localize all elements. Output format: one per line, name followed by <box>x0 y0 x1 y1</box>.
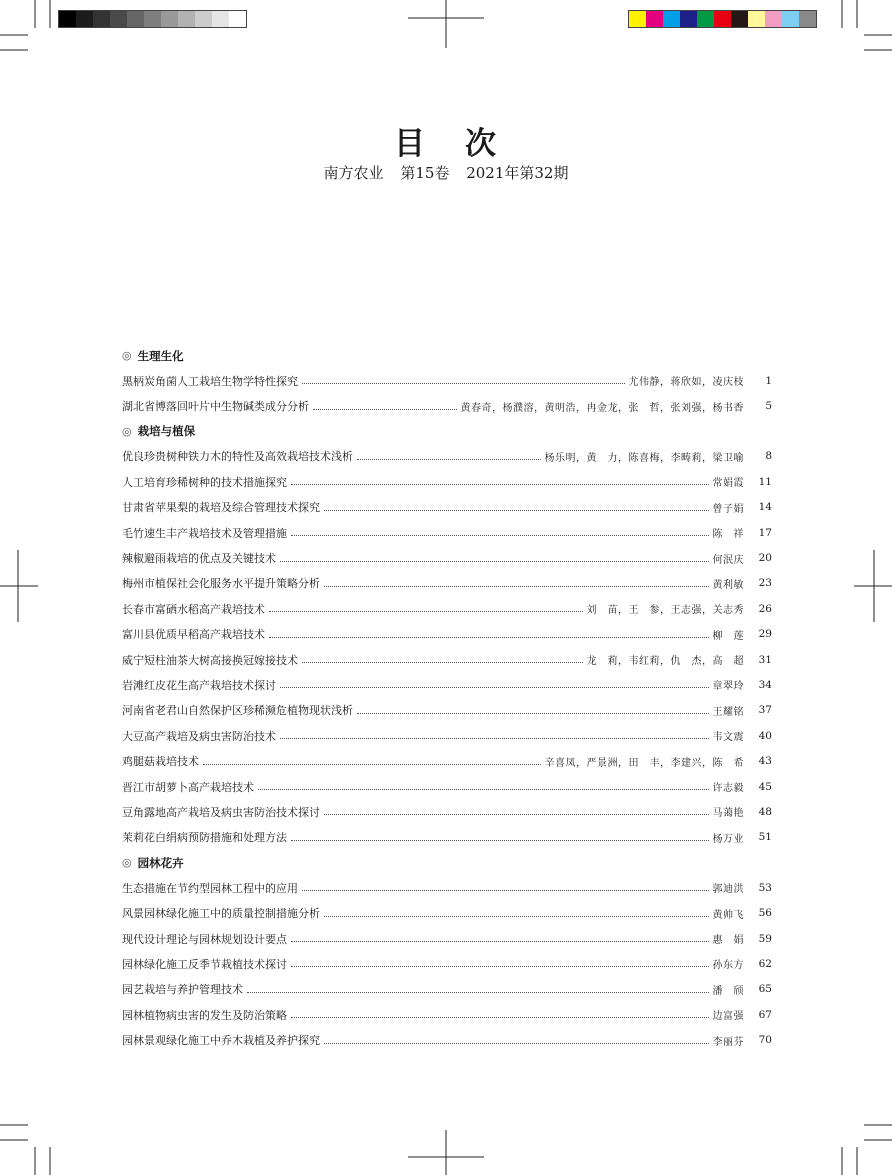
volume-number: 第15卷 <box>400 164 450 182</box>
color-swatch <box>697 11 714 27</box>
page-number: 56 <box>758 907 772 920</box>
toc-entry[interactable] <box>122 444 772 469</box>
toc-entry[interactable] <box>122 951 772 976</box>
article-title[interactable]: 生态措施在节约型园林工程中的应用 <box>122 881 298 895</box>
toc-entry[interactable] <box>122 900 772 925</box>
article-authors: 郭迪洪 <box>712 884 744 896</box>
article-title[interactable]: 晋江市胡萝卜高产栽培技术 <box>122 780 254 794</box>
dot-leader <box>247 992 709 993</box>
color-calibration-bar <box>628 10 817 28</box>
section-bullet-icon: ◎ <box>122 424 132 438</box>
dot-leader <box>291 484 709 485</box>
color-swatch <box>799 11 816 27</box>
toc-entry[interactable] <box>122 495 772 520</box>
page-number: 26 <box>758 602 772 615</box>
page-number: 53 <box>758 881 772 894</box>
article-title[interactable]: 富川县优质早稻高产栽培技术 <box>122 628 265 642</box>
page-number: 1 <box>765 374 772 387</box>
dot-leader <box>269 611 583 612</box>
page-number: 48 <box>758 805 772 818</box>
dot-leader <box>291 966 709 967</box>
gray-swatch <box>93 11 110 27</box>
page-title <box>0 118 892 163</box>
toc-entry[interactable] <box>122 622 772 647</box>
article-authors: 刘 苗，王 参，王志强，关志秀 <box>586 605 744 617</box>
article-title[interactable]: 毛竹速生丰产栽培技术及管理措施 <box>122 526 287 540</box>
article-authors: 王耀铭 <box>712 706 744 718</box>
article-title[interactable]: 现代设计理论与园林规划设计要点 <box>122 932 287 946</box>
page-number: 43 <box>758 755 772 768</box>
toc-entry[interactable] <box>122 520 772 545</box>
article-authors: 潘 颀 <box>712 985 744 997</box>
dot-leader <box>291 535 709 536</box>
article-authors: 何泯庆 <box>712 554 744 566</box>
article-authors: 龙 莉，韦红莉，仇 杰，高 超 <box>586 656 744 668</box>
toc-entry[interactable] <box>122 926 772 951</box>
page-number: 37 <box>758 704 772 717</box>
title-char-2: 次 <box>465 126 498 162</box>
article-authors: 陈 祥 <box>712 529 744 541</box>
gray-swatch <box>144 11 161 27</box>
article-title[interactable]: 威宁短柱油茶大树高接换冠嫁接技术 <box>122 653 298 667</box>
color-swatch <box>731 11 748 27</box>
article-authors: 惠 娟 <box>712 935 744 946</box>
section-heading <box>122 343 772 368</box>
page-number: 17 <box>758 526 772 539</box>
article-title[interactable]: 湖北省博落回叶片中生物碱类成分分析 <box>122 400 309 414</box>
article-authors: 杨万业 <box>712 833 744 845</box>
toc-entry[interactable] <box>122 672 772 697</box>
article-title[interactable]: 鸡腿菇栽培技术 <box>122 755 199 769</box>
dot-leader <box>357 459 541 460</box>
page-number: 23 <box>758 577 772 590</box>
article-title[interactable]: 甘肃省苹果梨的栽培及综合管理技术探究 <box>122 501 320 515</box>
section-bullet-icon: ◎ <box>122 349 132 362</box>
page-number: 59 <box>758 932 772 945</box>
article-title[interactable]: 风景园林绿化施工中的质量控制措施分析 <box>122 907 320 921</box>
article-authors: 尤伟静，蒋欣如，凌庆枝 <box>628 377 744 389</box>
page-number: 51 <box>758 831 772 844</box>
dot-leader <box>280 561 709 562</box>
color-swatch <box>748 11 765 27</box>
article-title[interactable]: 豆角露地高产栽培及病虫害防治技术探讨 <box>122 805 320 819</box>
section-title: 园林花卉 <box>137 855 184 870</box>
article-authors: 许志毅 <box>712 783 744 795</box>
toc-entry[interactable] <box>122 647 772 672</box>
dot-leader <box>291 1017 709 1018</box>
article-title[interactable]: 人工培育珍稀树种的技术措施探究 <box>122 475 287 489</box>
dot-leader <box>324 814 709 815</box>
article-title[interactable]: 黑柄炭角菌人工栽培生物学特性探究 <box>122 374 298 388</box>
page-number: 34 <box>758 678 772 691</box>
color-swatch <box>765 11 782 27</box>
toc-entry[interactable] <box>122 748 772 773</box>
page-number: 29 <box>758 628 772 641</box>
toc-entry[interactable] <box>122 774 772 799</box>
dot-leader <box>291 941 709 942</box>
issue-number: 2021年第32期 <box>466 164 569 182</box>
article-authors: 曾子娟 <box>712 503 744 515</box>
page-number: 8 <box>765 450 772 463</box>
dot-leader <box>258 789 709 790</box>
gray-swatch <box>59 11 76 27</box>
toc-entry[interactable] <box>122 1002 772 1027</box>
gray-swatch <box>110 11 127 27</box>
section-bullet-icon: ◎ <box>122 856 132 870</box>
section-title: 生理生化 <box>137 348 184 363</box>
gray-swatch <box>229 11 246 27</box>
article-authors: 杨乐明，黄 力，陈喜梅，李畴莉，梁卫喻 <box>544 452 744 464</box>
article-title[interactable]: 园艺栽培与养护管理技术 <box>122 983 243 997</box>
article-authors: 黄利敏 <box>712 579 744 591</box>
title-char-1: 目 <box>394 126 427 162</box>
color-swatch <box>680 11 697 27</box>
color-swatch <box>646 11 663 27</box>
article-authors: 柳 莲 <box>712 630 744 642</box>
article-authors: 韦文震 <box>712 732 744 744</box>
gray-swatch <box>127 11 144 27</box>
article-title[interactable]: 园林植物病虫害的发生及防治策略 <box>122 1008 287 1022</box>
dot-leader <box>280 687 709 688</box>
color-swatch <box>663 11 680 27</box>
article-authors: 章翠玲 <box>712 681 744 693</box>
article-title[interactable]: 优良珍贵树种铁力木的特性及高效栽培技术浅析 <box>122 450 353 464</box>
page-number: 45 <box>758 780 772 793</box>
article-authors: 常娟霞 <box>712 478 744 490</box>
color-swatch <box>629 11 646 27</box>
page-number: 5 <box>765 400 772 413</box>
section-title: 栽培与植保 <box>137 424 196 439</box>
article-title[interactable]: 梅州市植保社会化服务水平提升策略分析 <box>122 577 320 591</box>
dot-leader <box>302 383 625 384</box>
dot-leader <box>324 916 709 917</box>
toc-entry[interactable] <box>122 545 772 570</box>
article-title[interactable]: 园林绿化施工反季节栽植技术探讨 <box>122 957 287 971</box>
article-title[interactable]: 长春市富硒水稻高产栽培技术 <box>122 602 265 616</box>
toc-entry[interactable] <box>122 571 772 596</box>
toc-entry[interactable] <box>122 469 772 494</box>
gray-swatch <box>212 11 229 27</box>
section-heading <box>122 850 772 875</box>
page-number: 65 <box>758 983 772 996</box>
gray-swatch <box>178 11 195 27</box>
toc-entry[interactable] <box>122 368 772 393</box>
dot-leader <box>324 586 709 587</box>
dot-leader <box>324 1043 709 1044</box>
page-number: 67 <box>758 1008 772 1021</box>
gray-swatch <box>76 11 93 27</box>
article-authors: 孙东方 <box>712 960 744 972</box>
toc-entry[interactable] <box>122 393 772 418</box>
article-authors: 马蔼艳 <box>712 808 744 820</box>
toc-entry[interactable] <box>122 799 772 824</box>
dot-leader <box>280 738 709 739</box>
article-authors: 李丽芬 <box>712 1036 744 1048</box>
article-title[interactable]: 大豆高产栽培及病虫害防治技术 <box>122 729 276 743</box>
toc-entry[interactable] <box>122 723 772 748</box>
article-title[interactable]: 茉莉花白绢病预防措施和处理方法 <box>122 831 287 845</box>
article-title[interactable]: 岩滩红皮花生高产栽培技术探讨 <box>122 678 276 692</box>
table-of-contents <box>122 343 772 1053</box>
toc-entry[interactable] <box>122 698 772 723</box>
page-number: 14 <box>758 501 772 514</box>
toc-entry[interactable] <box>122 596 772 621</box>
page-number: 11 <box>758 475 772 488</box>
page-number: 62 <box>758 957 772 970</box>
gray-swatch <box>161 11 178 27</box>
article-authors: 边富强 <box>712 1011 744 1023</box>
journal-issue-line <box>0 162 892 183</box>
dot-leader <box>324 510 709 511</box>
dot-leader <box>203 764 541 765</box>
page-number: 20 <box>758 552 772 565</box>
color-swatch <box>714 11 731 27</box>
page-number: 70 <box>758 1034 772 1047</box>
dot-leader <box>269 637 709 638</box>
toc-entry[interactable] <box>122 825 772 850</box>
article-authors: 黄春奇，杨濮溶，黄明浩，冉金龙，张 哲，张刘强，杨书香 <box>460 402 744 414</box>
section-heading <box>122 419 772 444</box>
dot-leader <box>313 409 457 410</box>
gray-swatch <box>195 11 212 27</box>
toc-entry[interactable] <box>122 977 772 1002</box>
page-number: 31 <box>758 653 772 666</box>
article-title[interactable]: 园林景观绿化施工中乔木栽植及养护探究 <box>122 1034 320 1048</box>
article-title[interactable]: 辣椒避雨栽培的优点及关键技术 <box>122 552 276 566</box>
grayscale-calibration-bar <box>58 10 247 28</box>
dot-leader <box>302 890 709 891</box>
article-title[interactable]: 河南省老君山自然保护区珍稀濒危植物现状浅析 <box>122 704 353 718</box>
journal-name: 南方农业 <box>323 164 384 182</box>
dot-leader <box>357 713 709 714</box>
toc-entry[interactable] <box>122 875 772 900</box>
article-authors: 辛喜凤，严景洲，田 丰，李建兴，陈 希 <box>544 757 744 769</box>
page-number: 40 <box>758 729 772 742</box>
color-swatch <box>782 11 799 27</box>
toc-entry[interactable] <box>122 1027 772 1052</box>
dot-leader <box>302 662 583 663</box>
article-authors: 黄帅飞 <box>712 909 744 921</box>
dot-leader <box>291 840 709 841</box>
